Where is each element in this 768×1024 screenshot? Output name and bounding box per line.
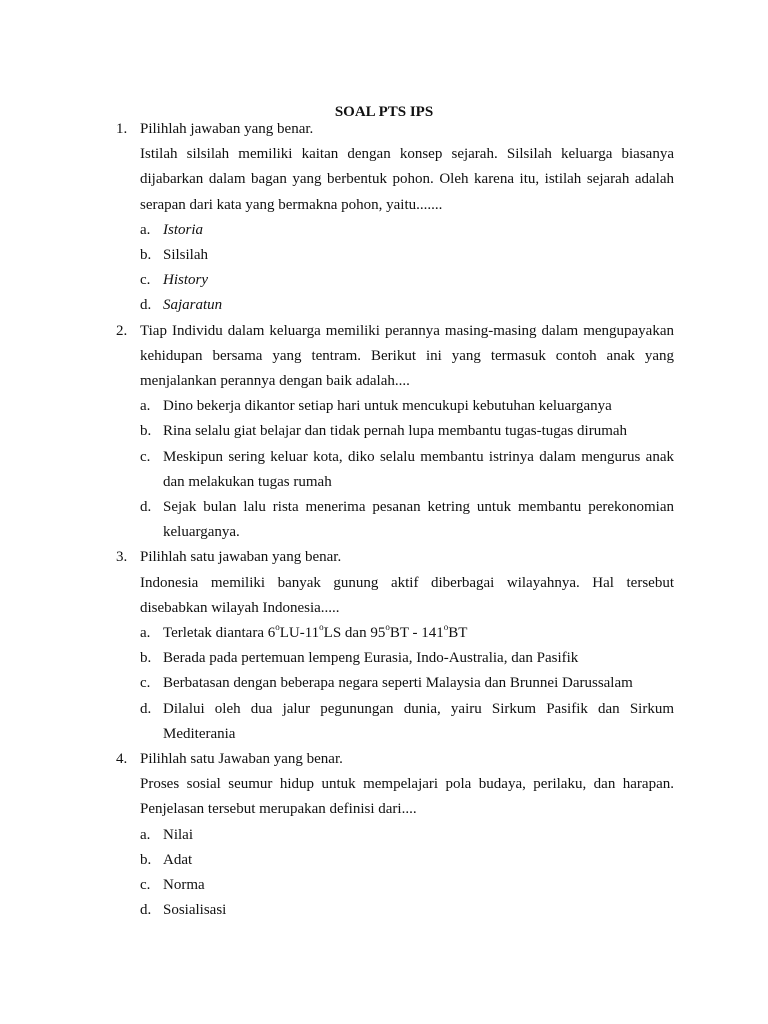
option-c (140, 873, 674, 898)
question-number: 4. (116, 751, 128, 768)
option-b (140, 848, 674, 873)
option-text: Berada pada pertemuan lempeng Eurasia, Indo-Australia, dan Pasifik (163, 650, 579, 667)
page-title: SOAL PTS IPS (334, 104, 434, 120)
question-body (140, 545, 674, 747)
option-d (140, 898, 674, 923)
degree-symbol: o (443, 622, 449, 633)
option-text: Istoria (163, 221, 204, 238)
option-label: a. (140, 398, 151, 415)
question-instruction: Pilihlah satu jawaban yang benar. (140, 549, 342, 566)
option-label: d. (140, 700, 152, 717)
question-number: 1. (116, 121, 128, 137)
question-2 (116, 319, 674, 546)
option-label: b. (140, 247, 152, 264)
question-3 (116, 545, 674, 747)
question-instruction: Pilihlah jawaban yang benar. (140, 121, 314, 137)
option-d (140, 697, 674, 747)
degree-symbol: o (385, 622, 390, 633)
option-label: c. (140, 272, 151, 289)
option-text: Dino bekerja dikantor setiap hari untuk mencukupi kebutuhan keluarganya (163, 398, 612, 415)
option-text: Norma (163, 877, 205, 894)
option-text: Berbatasan dengan beberapa negara seperti Malaysia dan Brunnei Darussalam (163, 675, 633, 692)
option-label: a. (140, 625, 151, 642)
option-d (140, 495, 674, 545)
question-text: Istilah silsilah memiliki kaitan dengan konsep sejarah. Silsilah keluarga biasanya dijabarkan dalam bagan yang berbentuk pohon. Oleh karena itu, istilah sejarah adalah serapan dari kata yang bermakna pohon, yaitu....... (140, 146, 674, 213)
option-label: b. (140, 851, 152, 868)
option-label: b. (140, 423, 152, 440)
option-label: d. (140, 297, 152, 314)
question-4 (116, 747, 674, 923)
option-text-part: Terletak diantara 6 (163, 625, 276, 642)
option-a (140, 823, 674, 848)
question-text: Tiap Individu dalam keluarga memiliki perannya masing-masing dalam mengupayakan kehidupan bersama yang tentram. Berikut ini yang termasuk contoh anak yang menjalankan perannya dengan baik adalah.... (140, 322, 674, 390)
option-d (140, 293, 674, 318)
question-text: Indonesia memiliki banyak gunung aktif diberbagai wilayahnya. Hal tersebut disebabkan wilayah Indonesia..... (140, 574, 674, 616)
option-text-part: BT (448, 625, 468, 642)
option-a (140, 218, 674, 243)
option-text: History (163, 272, 208, 289)
option-label: c. (140, 448, 151, 465)
question-instruction: Pilihlah satu Jawaban yang benar. (140, 751, 343, 768)
option-text: Sajaratun (163, 297, 223, 314)
question-1 (116, 117, 674, 319)
option-text: Silsilah (163, 247, 209, 264)
option-text-part: BT - 141 (389, 625, 444, 642)
question-list (116, 117, 674, 924)
question-number: 2. (116, 322, 128, 339)
question-body (140, 319, 674, 546)
option-text-part: LS dan 95 (323, 625, 386, 642)
option-label: a. (140, 826, 151, 843)
option-text: Dilalui oleh dua jalur pegunungan dunia, yairu Sirkum Pasifik dan Sirkum Mediterania (163, 700, 674, 742)
question-text: Proses sosial seumur hidup untuk mempelajari pola budaya, perilaku, dan harapan. Penjelasan tersebut merupakan definisi dari.... (140, 776, 674, 818)
option-label: a. (140, 221, 151, 238)
degree-symbol: o (275, 622, 280, 633)
option-text: Adat (163, 851, 193, 868)
option-text: Meskipun sering keluar kota, diko selalu membantu istrinya dalam mengurus anak dan melakukan tugas rumah (163, 448, 674, 490)
option-text: Sosialisasi (163, 902, 227, 919)
option-b (140, 646, 674, 671)
option-c (140, 268, 674, 293)
option-label: d. (140, 499, 152, 516)
question-number: 3. (116, 549, 128, 566)
option-label: c. (140, 877, 151, 894)
option-text: Rina selalu giat belajar dan tidak pernah lupa membantu tugas-tugas dirumah (163, 423, 628, 440)
degree-symbol: o (319, 622, 324, 633)
question-body (140, 747, 674, 923)
option-a (140, 394, 674, 419)
option-label: c. (140, 675, 151, 692)
option-text-part: LU-11 (279, 625, 320, 642)
option-text: Nilai (163, 826, 193, 843)
option-c (140, 445, 674, 495)
question-body (140, 117, 674, 319)
option-text: Sejak bulan lalu rista menerima pesanan ketring untuk membantu perekonomian keluarganya. (163, 499, 674, 541)
option-a (140, 621, 674, 646)
option-label: b. (140, 650, 152, 667)
option-text (163, 621, 674, 646)
option-c (140, 671, 674, 696)
option-label: d. (140, 902, 152, 919)
option-b (140, 419, 674, 444)
option-b (140, 243, 674, 268)
